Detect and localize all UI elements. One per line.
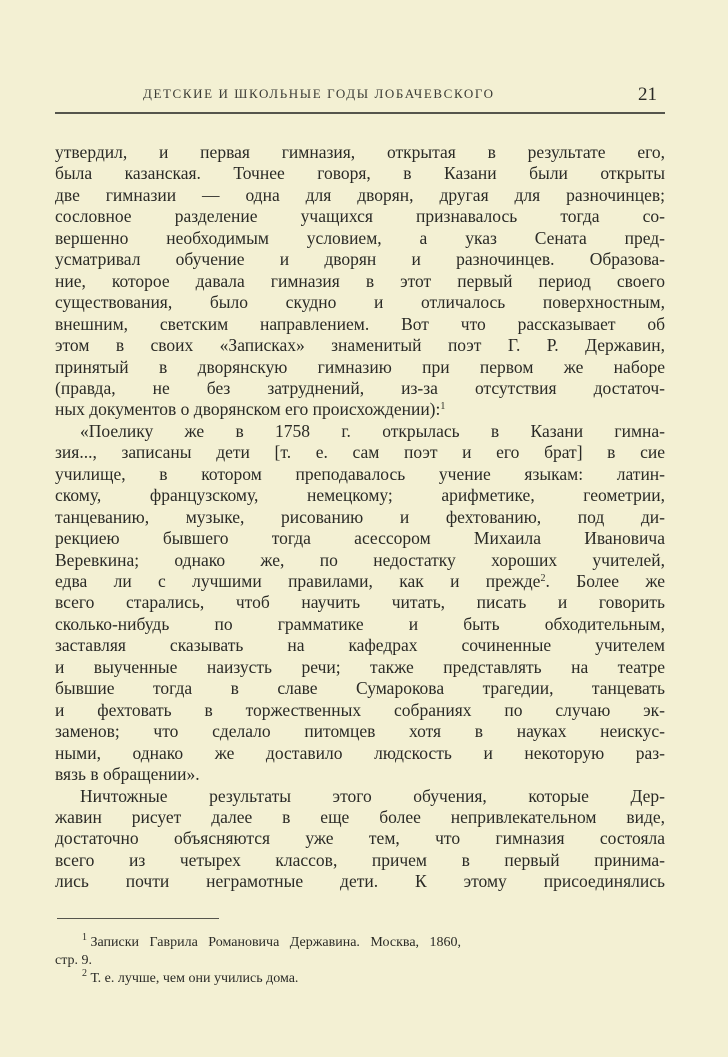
text-line xyxy=(55,142,665,162)
text-line-content: была казанская. Точнее говоря, в Казани были открыты xyxy=(55,163,665,184)
text-line xyxy=(80,786,665,806)
text-line-content: вершенно необходимым условием, а указ Сената пред- xyxy=(55,227,665,248)
footnote-1 xyxy=(82,934,461,951)
text-line xyxy=(55,228,665,248)
text-line-content: училище, в котором преподавалось учение языкам: латин- xyxy=(55,463,665,484)
text-line-content: всего из четырех классов, причем в первый принима- xyxy=(55,849,665,870)
text-line xyxy=(55,807,665,827)
text-line-content: достаточно объясняются уже тем, что гимназия состояла xyxy=(55,828,665,849)
text-line xyxy=(55,206,665,226)
footnote-rule xyxy=(57,918,219,919)
running-header-title: ДЕТСКИЕ И ШКОЛЬНЫЕ ГОДЫ ЛОБАЧЕВСКОГО xyxy=(143,86,495,101)
text-line xyxy=(55,464,665,484)
running-header xyxy=(55,84,665,110)
text-line xyxy=(55,314,665,334)
text-line xyxy=(55,507,665,527)
footnote-mark: 1 xyxy=(82,932,87,943)
text-line xyxy=(55,485,665,505)
text-line xyxy=(55,442,665,462)
footnote-text: Записки Гаврила Романовича Державина. Москва, 1860, xyxy=(90,935,462,950)
text-line-content: Ничтожные результаты этого обучения, которые Дер- xyxy=(80,785,665,806)
text-line xyxy=(55,378,665,398)
text-line-content: зия..., записаны дети [т. е. сам поэт и его брат] в сие xyxy=(55,442,665,463)
text-line-content: и выученные наизусть речи; также представлять на театре xyxy=(55,656,665,677)
text-line-content: сколько-нибудь по грамматике и быть обходительным, xyxy=(55,613,665,634)
text-line-content: . Более же xyxy=(545,571,666,591)
text-line-content: рекциею бывшего тогда асессором Михаила Ивановича xyxy=(55,528,665,549)
footnote-text: Т. е. лучше, чем они учились дома. xyxy=(90,971,299,986)
text-line xyxy=(55,292,665,312)
text-line xyxy=(55,550,665,570)
footnote-1-continuation: стр. 9. xyxy=(55,953,93,968)
text-line-content: лись почти неграмотные дети. К этому присоединялись xyxy=(55,871,665,892)
text-line-content: этом в своих «Записках» знаменитый поэт Г. Р. Державин, xyxy=(55,335,665,356)
text-line xyxy=(55,764,665,784)
text-line-content: сословное разделение учащихся признавалось тогда со- xyxy=(55,206,665,227)
footnote-mark: 2 xyxy=(82,968,87,979)
text-line-content: «Поелику же в 1758 г. открылась в Казани гимна- xyxy=(80,420,665,441)
text-line xyxy=(55,571,665,591)
text-line-content: ными, однако же доставило людскость и некоторую раз- xyxy=(55,742,665,763)
text-line xyxy=(55,635,665,655)
text-line xyxy=(55,850,665,870)
text-line-content: скому, французскому, немецкому; арифметике, геометрии, xyxy=(55,485,665,506)
footnote-reference: 2 xyxy=(540,573,546,584)
text-line-content: (правда, не без затруднений, из-за отсутствия достаточ- xyxy=(55,377,665,398)
text-line xyxy=(55,721,665,741)
text-line xyxy=(55,271,665,291)
header-rule xyxy=(55,112,665,114)
text-line xyxy=(55,163,665,183)
page-number: 21 xyxy=(638,84,657,105)
text-line-content: две гимназии — одна для дворян, другая для разночинцев; xyxy=(55,184,665,205)
text-line-content: бывшие тогда в славе Сумарокова трагедии, танцевать xyxy=(55,678,665,699)
text-line xyxy=(55,399,665,419)
text-line-content: ние, которое давала гимназия в этот первый период своего xyxy=(55,270,665,291)
text-line xyxy=(55,678,665,698)
text-line xyxy=(55,828,665,848)
text-line-content: принятый в дворянскую гимназию при первом же наборе xyxy=(55,356,665,377)
text-line-content: и фехтовать в торжественных собраниях по случаю эк- xyxy=(55,699,665,720)
text-line xyxy=(55,528,665,548)
text-line xyxy=(55,700,665,720)
text-line-content: всего старались, чтоб научить читать, писать и говорить xyxy=(55,592,665,613)
text-line xyxy=(55,657,665,677)
text-line-content: Веревкина; однако же, по недостатку хороших учителей, xyxy=(55,549,665,570)
text-line-content: танцеванию, музыке, рисованию и фехтованию, под ди- xyxy=(55,506,665,527)
text-line-content: внешним, светским направлением. Вот что рассказывает об xyxy=(55,313,665,334)
text-line xyxy=(80,421,665,441)
text-line-content: утвердил, и первая гимназия, открытая в результате его, xyxy=(55,142,665,162)
text-line-content: едва ли с лучшими правилами, как и прежде xyxy=(55,571,541,591)
footnote-reference: 1 xyxy=(440,401,446,413)
text-line-content: усматривал обучение и дворян и разночинцев. Образова- xyxy=(55,249,665,270)
text-line xyxy=(55,592,665,612)
text-line xyxy=(55,357,665,377)
footnote-2 xyxy=(82,970,298,987)
text-line-content: вязь в обращении». xyxy=(55,764,200,785)
text-line xyxy=(55,335,665,355)
text-line-content: существования, было скудно и отличалось поверхностным, xyxy=(55,292,665,313)
text-line xyxy=(55,743,665,763)
text-line xyxy=(55,871,665,891)
text-line-content: ных документов о дворянском его происхождении): xyxy=(55,399,441,420)
text-line xyxy=(55,185,665,205)
text-line-content: жавин рисует далее в еще более непривлекательном виде, xyxy=(55,806,665,827)
text-line xyxy=(55,249,665,269)
text-line xyxy=(55,614,665,634)
text-line-content: заставляя сказывать на кафедрах сочиненные учителем xyxy=(55,635,665,656)
text-line-content: заменов; что сделало питомцев хотя в науках неискус- xyxy=(55,721,665,742)
